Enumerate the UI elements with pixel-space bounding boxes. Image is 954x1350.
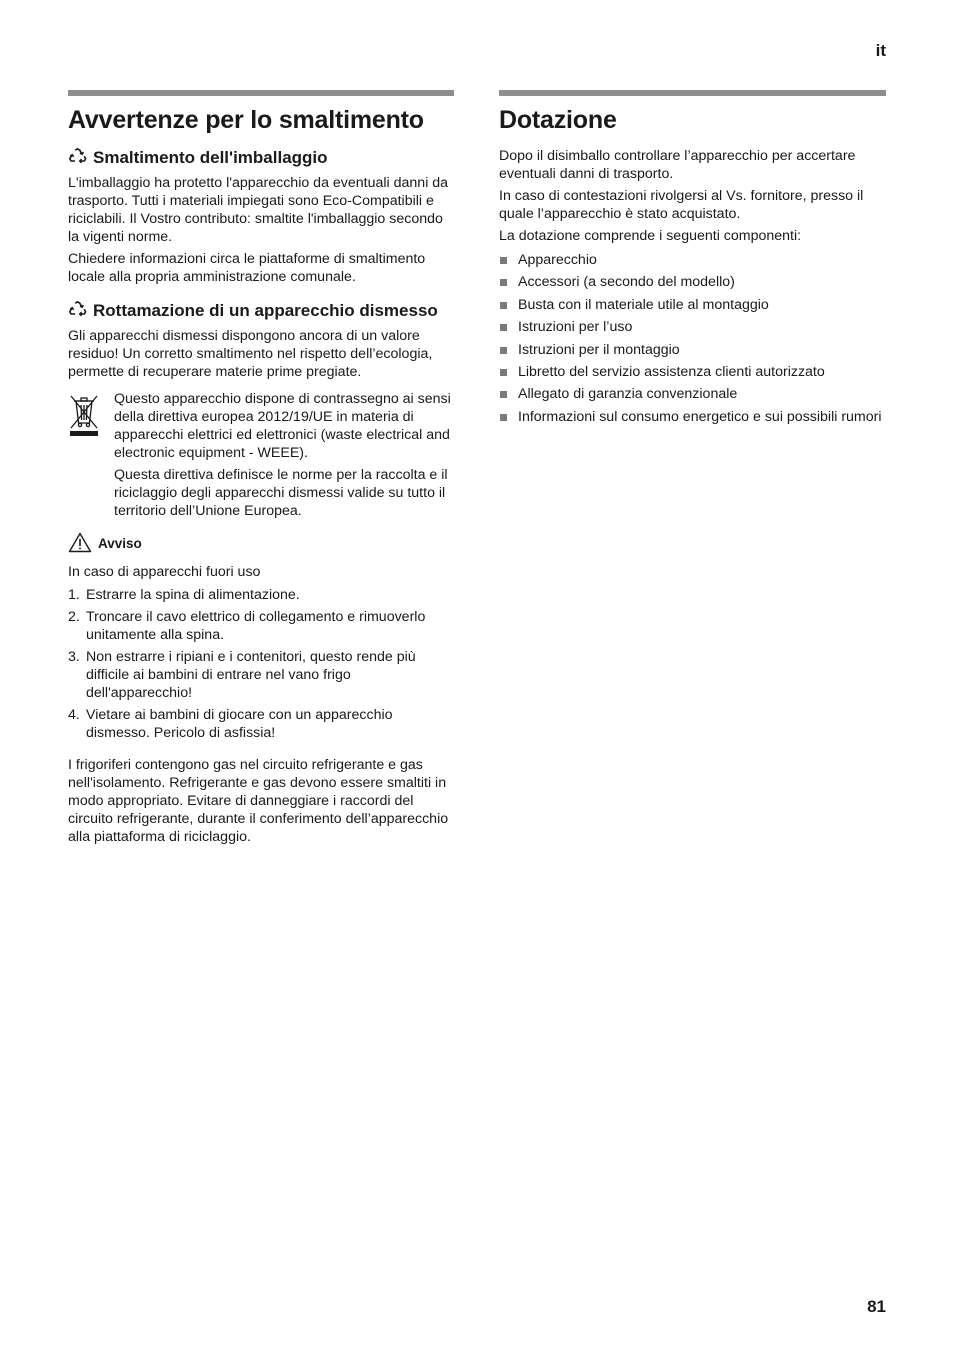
- recycling-icon: [68, 301, 87, 318]
- note-intro: In caso di apparecchi fuori uso: [68, 564, 261, 580]
- list-item-text: Informazioni sul consumo energetico e sui possibili rumori: [518, 408, 882, 425]
- list-item-text: Apparecchio: [518, 252, 597, 268]
- old-appliance-paragraph: Gli apparecchi dismessi dispongono ancora di un valore residuo! Un corretto smaltimento nel rispetto dell’ecologia, permette di recuperare materie prime pregiate.: [68, 328, 433, 380]
- bullet-square-icon: [500, 279, 507, 286]
- list-item-text: Istruzioni per il montaggio: [518, 341, 680, 358]
- weee-text: [114, 390, 454, 524]
- list-item-text: Busta con il materiale utile al montaggio: [518, 296, 769, 313]
- list-item: [499, 251, 886, 269]
- step-number: 3.: [68, 649, 80, 665]
- step-text: Vietare ai bambini di giocare con un apparecchio dismesso. Pericolo di asfissia!: [86, 707, 393, 741]
- packaging-paragraph: Chiedere informazioni circa le piattaforme di smaltimento locale alla propria amministrazione comunale.: [68, 251, 426, 285]
- bullet-square-icon: [500, 369, 507, 376]
- list-item-text: Istruzioni per l’uso: [518, 319, 633, 336]
- list-item-text: Allegato di garanzia convenzionale: [518, 386, 738, 403]
- list-item: [499, 296, 886, 314]
- step-text: Non estrarre i ripiani e i contenitori, questo rende più difficile ai bambini di entrare nel vano frigo dell'apparecchio!: [86, 649, 416, 701]
- warning-triangle-icon: [68, 532, 92, 553]
- page-number: 81: [867, 1297, 886, 1316]
- recycling-icon: [68, 148, 87, 165]
- weee-paragraph: Questa direttiva definisce le norme per la raccolta e il riciclaggio degli apparecchi dismessi valide su tutto il territorio dell’Unione Europea.: [114, 467, 448, 519]
- bullet-square-icon: [500, 302, 507, 309]
- old-appliance-heading: [68, 300, 454, 321]
- warning-note-label: Avviso: [98, 536, 142, 551]
- list-item: [68, 706, 454, 742]
- crossed-bin-icon: [68, 390, 114, 524]
- list-item: [68, 648, 454, 702]
- bullet-square-icon: [500, 324, 507, 331]
- step-number: 1.: [68, 587, 80, 603]
- equipment-paragraph: In caso di contestazioni rivolgersi al Vs. fornitore, presso il quale l’apparecchio è stato acquistato.: [499, 188, 864, 222]
- list-item: [499, 408, 886, 426]
- warning-note-heading: [68, 532, 454, 553]
- list-item: [499, 363, 886, 381]
- equipment-title: Dotazione: [499, 106, 617, 134]
- bullet-square-icon: [500, 257, 507, 264]
- list-item: [499, 341, 886, 359]
- packaging-paragraph: L'imballaggio ha protetto l'apparecchio da eventuali danni da trasporto. Tutti i materiali impiegati sono Eco-Compatibili e riciclabili. Il Vostro contributo: smaltite l'imballaggio secondo la vigenti norme.: [68, 175, 449, 245]
- list-item: [68, 586, 454, 604]
- language-code: it: [875, 41, 886, 60]
- weee-paragraph: Questo apparecchio dispone di contrassegno ai sensi della direttiva europea 2012/19/UE in materia di apparecchi elettrici ed elettronici (waste electrical and electronic equipment - WEEE).: [114, 391, 451, 461]
- old-appliance-heading-text: Rottamazione di un apparecchio dismesso: [93, 301, 438, 320]
- components-list: [499, 251, 886, 426]
- step-number: 2.: [68, 609, 80, 625]
- bullet-square-icon: [500, 391, 507, 398]
- disposal-steps-list: [68, 586, 454, 742]
- step-text: Estrarre la spina di alimentazione.: [86, 587, 300, 603]
- list-item-text: Accessori (a secondo del modello): [518, 274, 735, 291]
- disposal-title: Avvertenze per lo smaltimento: [68, 106, 424, 134]
- weee-block: [68, 390, 454, 524]
- list-item: [499, 318, 886, 336]
- list-item: [499, 273, 886, 291]
- list-item-text: Libretto del servizio assistenza clienti autorizzato: [518, 363, 825, 380]
- list-item: [499, 385, 886, 403]
- equipment-paragraph: Dopo il disimballo controllare l’apparecchio per accertare eventuali danni di trasporto.: [499, 148, 856, 182]
- refrigerant-paragraph: I frigoriferi contengono gas nel circuito refrigerante e gas nell'isolamento. Refrigerante e gas devono essere smaltiti in modo appropriato. Evitare di danneggiare i raccordi del circuito refrigerante, durante il conferimento dell’apparecchio alla piattaforma di riciclaggio.: [68, 757, 449, 845]
- section-rule: [499, 90, 886, 96]
- packaging-disposal-heading-text: Smaltimento dell'imballaggio: [93, 148, 328, 167]
- left-column: [68, 90, 454, 850]
- bullet-square-icon: [500, 347, 507, 354]
- right-column: [499, 90, 886, 430]
- equipment-paragraph: La dotazione comprende i seguenti componenti:: [499, 228, 802, 244]
- step-text: Troncare il cavo elettrico di collegamento e rimuoverlo unitamente alla spina.: [86, 609, 426, 643]
- packaging-disposal-heading: [68, 147, 454, 168]
- step-number: 4.: [68, 707, 80, 723]
- section-rule: [68, 90, 454, 96]
- list-item: [68, 608, 454, 644]
- bullet-square-icon: [500, 414, 507, 421]
